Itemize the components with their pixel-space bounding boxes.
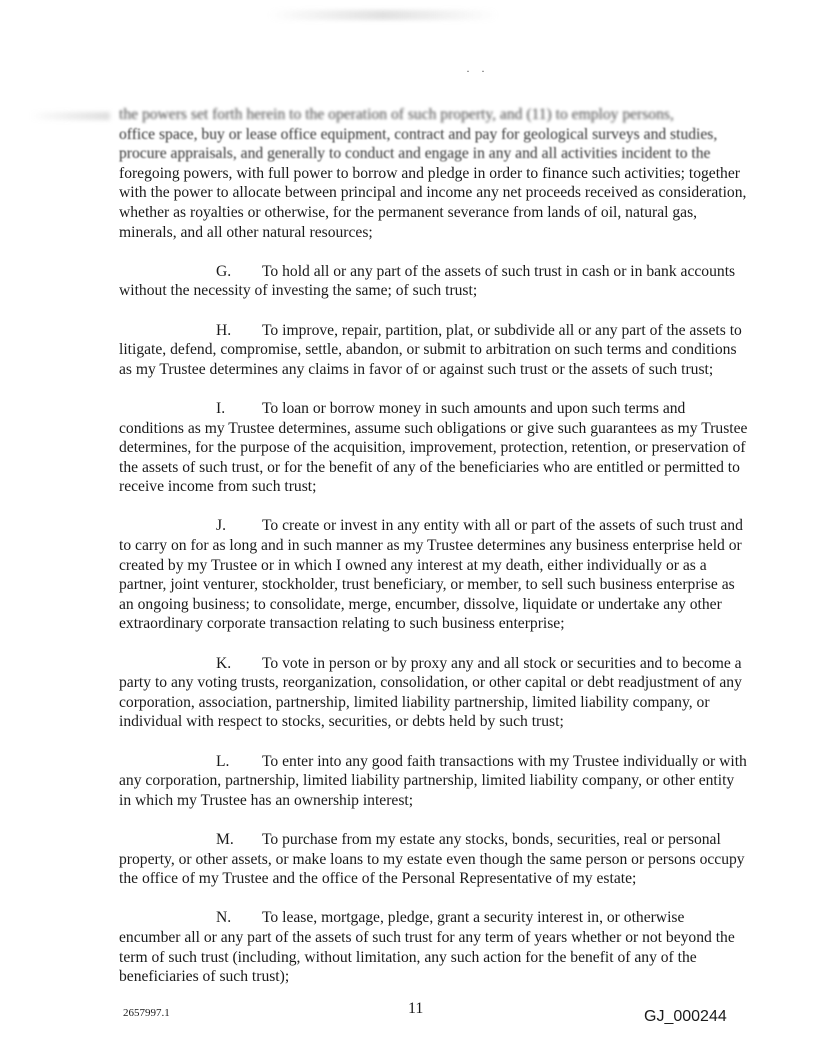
document-body bbox=[119, 105, 749, 1006]
paragraph-letter: K. bbox=[216, 654, 232, 672]
paragraph-letter: H. bbox=[216, 321, 232, 339]
paragraph-text: To vote in person or by proxy any and all stock or securities and to become a party to any voting trusts, reorganization, consolidation, or other capital or debt readjustment of any corporation, association, partnership, limited liability partnership, limited liability company, or individual with respect to stocks, securities, or debts held by such trust; bbox=[119, 654, 742, 731]
paragraph-letter: I. bbox=[216, 399, 226, 417]
paragraph-k bbox=[119, 654, 749, 732]
scan-artifact-left bbox=[30, 112, 110, 120]
paragraph-n bbox=[119, 908, 749, 986]
paragraph-j bbox=[119, 516, 749, 634]
scan-artifact-top bbox=[268, 10, 498, 20]
faded-line-2: office space, buy or lease office equipment, contract and pay for geological surveys and studies, bbox=[119, 125, 718, 143]
document-number: 2657997.1 bbox=[123, 1007, 170, 1019]
paragraph-m bbox=[119, 830, 749, 889]
bates-number: GJ_000244 bbox=[644, 1008, 727, 1025]
paragraph-l bbox=[119, 752, 749, 811]
paragraph-text: To loan or borrow money in such amounts and upon such terms and conditions as my Trustee determines, assume such obligations or give such guarantees as my Trustee determines, for the purpose of the acquisition, improvement, protection, retention, or preservation of the assets of such trust, or for the benefit of any of the beneficiaries who are entitled or permitted to receive income from such trust; bbox=[119, 399, 748, 496]
paragraph-letter: M. bbox=[216, 830, 234, 848]
paragraph-letter: G. bbox=[216, 262, 232, 280]
paragraph-text: To lease, mortgage, pledge, grant a security interest in, or otherwise encumber all or any part of the assets of such trust for any term of years whether or not beyond the term of such trust (including, without limitation, any such action for the benefit of any of the beneficiaries of such trust); bbox=[119, 909, 735, 986]
paragraph-text: To hold all or any part of the assets of such trust in cash or in bank accounts without the necessity of investing the same; of such trust; bbox=[119, 262, 736, 300]
paragraph-text: To improve, repair, partition, plat, or subdivide all or any part of the assets to litigate, defend, compromise, settle, abandon, or submit to arbitration on such terms and conditions as my Trustee determines any claims in favor of or against such trust or the assets of such trust; bbox=[119, 321, 742, 378]
paragraph-letter: J. bbox=[216, 517, 226, 535]
scan-dots: · · bbox=[466, 64, 489, 78]
paragraph-letter: L. bbox=[216, 752, 230, 770]
paragraph-h bbox=[119, 321, 749, 380]
faded-line-1: the powers set forth herein to the operation of such property, and (11) to employ persons, bbox=[119, 106, 674, 123]
page-number: 11 bbox=[408, 1000, 424, 1017]
paragraph-g bbox=[119, 262, 749, 301]
continuation-paragraph bbox=[119, 105, 749, 242]
paragraph-text: To enter into any good faith transactions with my Trustee individually or with any corporation, partnership, limited liability partnership, limited liability company, or other entity in which my Trustee has an ownership interest; bbox=[119, 752, 747, 809]
faded-line-3: procure appraisals, and generally to conduct and engage in any and all activities incident to the bbox=[119, 145, 711, 163]
paragraph-text: To purchase from my estate any stocks, bonds, securities, real or personal property, or other assets, or make loans to my estate even though the same person or persons occupy the office of my Trustee and the office of the Personal Representative of my estate; bbox=[119, 830, 745, 888]
paragraph-text: To create or invest in any entity with all or part of the assets of such trust and to carry on for as long and in such manner as my Trustee determines any business enterprise held or created by my Trustee or in which I owned any interest at my death, either individually or as a partner, joint venturer, stockholder, trust beneficiary, or member, to sell such business enterprise as an ongoing business; to consolidate, merge, encumber, dissolve, liquidate or undertake any other extraordinary corporate transaction relating to such business enterprise; bbox=[119, 517, 743, 633]
paragraph-i bbox=[119, 399, 749, 497]
continuation-text: foregoing powers, with full power to borrow and pledge in order to finance such activities; together with the power to allocate between principal and income any net proceeds received as consideration, whether as royalties or otherwise, for the permanent severance from lands of oil, natural gas, minerals, and all other natural resources; bbox=[119, 164, 747, 241]
paragraph-letter: N. bbox=[216, 909, 232, 927]
